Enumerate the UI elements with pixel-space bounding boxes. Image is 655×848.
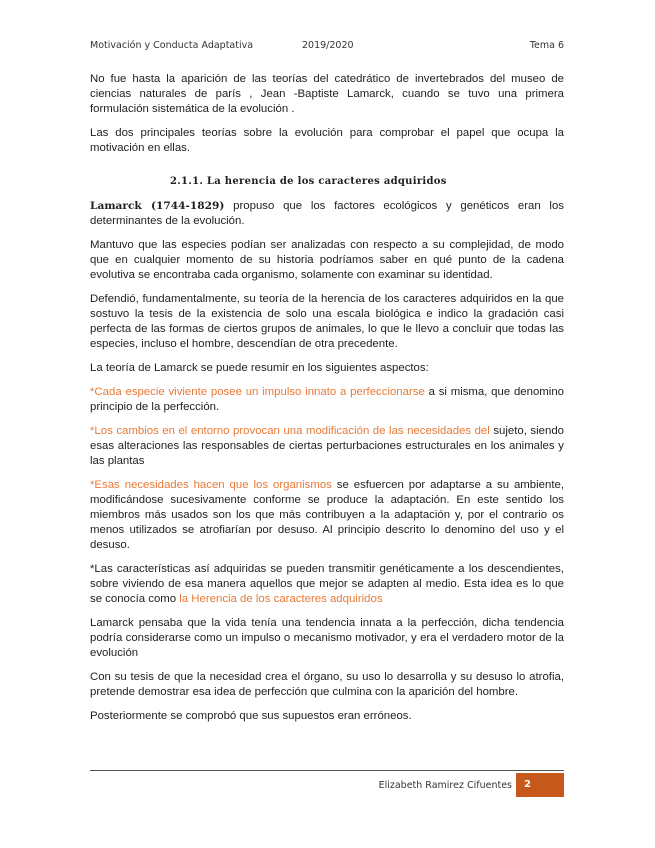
- paragraph-intro: No fue hasta la aparición de las teorías del catedrático de invertebrados del museo de ciencias naturales de parís , Jean -Baptiste Lamarck, cuando se tuvo una primera formulación sistemática de la evolución .: [90, 73, 564, 115]
- bullet-inheritance: [90, 562, 564, 607]
- bullet-environment-text: sujeto, siendo esas alteraciones las responsables de ciertas perturbaciones estructurales en los animales y las plantas: [90, 425, 564, 467]
- bullet-perfection: [90, 385, 564, 415]
- page-number-badge: 2: [516, 773, 564, 797]
- lamarck-text: propuso que los factores ecológicos y genéticos eran los determinantes de la evolución.: [90, 200, 564, 227]
- paragraph-defended: Defendió, fundamentalmente, su teoría de la herencia de los caracteres adquiridos en la que sostuvo la tesis de la existencia de solo una escala biológica e indico la gradación casi perfecta de las formas de ciertos grupos de animales, lo que le llevo a concluir que todas las especies, incluso el hombre, descendían de otra precedente.: [90, 293, 564, 350]
- page-body: [90, 72, 564, 733]
- bullet-perfection-highlight: *Cada especie viviente posee un impulso innato a perfeccionarse: [90, 386, 425, 398]
- bullet-perfection-text: a si misma, que denomino principio de la perfección.: [90, 386, 564, 413]
- section-heading: 2.1.1. La herencia de los caracteres adquiridos: [170, 176, 447, 187]
- paragraph-lamarck: [90, 199, 564, 229]
- paragraph-tendency: Lamarck pensaba que la vida tenía una tendencia innata a la perfección, dicha tendencia podría considerarse como un impulso o mecanismo motivador, y era el verdadero motor de la evolución: [90, 617, 564, 659]
- paragraph-conclusion: Posteriormente se comprobó que sus supuestos eran erróneos.: [90, 710, 412, 722]
- bullet-environment-highlight: *Los cambios en el entorno provocan una modificación de las necesidades del: [90, 425, 490, 437]
- paragraph-summary: La teoría de Lamarck se puede resumir en los siguientes aspectos:: [90, 362, 429, 374]
- bullet-needs-text: se esfuercen por adaptarse a su ambiente, modificándose sucesivamente conforme se produce la adaptación. En este sentido los miembros más usados son los que más contribuyen a la adaptación y, por el contrario os menos utilizados se atrofiarían por desuso. Al principio descrito lo denomino del uso y el desuso.: [90, 479, 564, 551]
- bullet-needs: [90, 478, 564, 553]
- footer-divider: [90, 770, 564, 771]
- bullet-inheritance-text: *Las características así adquiridas se pueden transmitir genéticamente a los descendientes, sobre viviendo de esa manera aquellos que mejor se adapten al medio. Esta idea es lo que se conocía como: [90, 563, 564, 605]
- paragraph-species: Mantuvo que las especies podían ser analizadas con respecto a su complejidad, de modo que en cualquier momento de su historia podríamos saber en qué punto de la cadena evolutiva se encontraba cada organismo, solamente con examinar su identidad.: [90, 239, 564, 281]
- header-topic: Tema 6: [529, 40, 564, 51]
- header-year: 2019/2020: [302, 40, 354, 51]
- footer-author: Elizabeth Ramirez Cifuentes: [378, 780, 512, 791]
- bullet-inheritance-highlight: la Herencia de los caracteres adquiridos: [179, 593, 383, 605]
- lamarck-name: Lamarck (1744-1829): [90, 200, 225, 212]
- bullet-environment: [90, 424, 564, 469]
- paragraph-theories: Las dos principales teorías sobre la evolución para comprobar el papel que ocupa la motivación en ellas.: [90, 127, 564, 154]
- page-footer: [90, 773, 564, 797]
- bullet-needs-highlight: *Esas necesidades hacen que los organismos: [90, 479, 332, 491]
- header-course: Motivación y Conducta Adaptativa: [90, 40, 254, 51]
- paragraph-thesis: Con su tesis de que la necesidad crea el órgano, su uso lo desarrolla y su desuso lo atrofia, pretende demostrar esa idea de perfección que culmina con la aparición del hombre.: [90, 671, 564, 698]
